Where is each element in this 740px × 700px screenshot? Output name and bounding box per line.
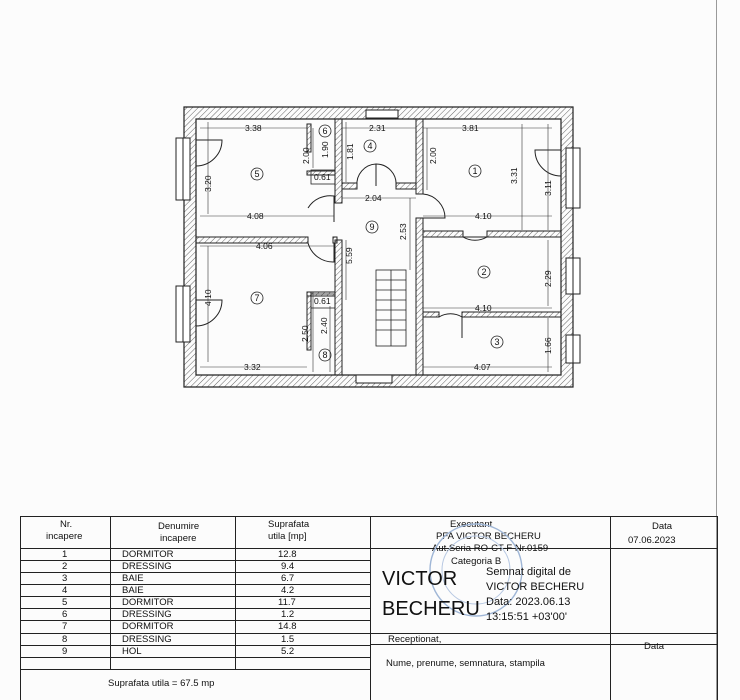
dim-label: 0.61: [314, 172, 331, 182]
dim-label: 2.29: [543, 270, 553, 287]
room-number: 3: [494, 337, 500, 347]
table-row-area: 9.4: [281, 561, 295, 572]
header-name: incapere: [160, 533, 197, 544]
table-row-nr: 5: [62, 597, 68, 608]
header-area: Suprafata: [268, 519, 310, 530]
room-number: 7: [254, 293, 260, 303]
row-divider: [20, 584, 370, 585]
table-row-nr: 3: [62, 573, 68, 584]
table-row-area: 11.7: [278, 597, 296, 608]
table-row-area: 14.8: [278, 621, 297, 632]
dim-label: 1.81: [345, 143, 355, 160]
header-name: Denumire: [158, 521, 200, 532]
dim-label: 4.10: [475, 211, 492, 221]
dim-label: 4.08: [247, 211, 264, 221]
table-row-nr: 1: [62, 549, 68, 560]
signature-name: VICTOR: [382, 568, 458, 590]
table-border: [20, 516, 21, 700]
table-row-name: DRESSING: [122, 609, 172, 620]
table-row-nr: 9: [62, 646, 68, 657]
dim-label: 5.59: [344, 247, 354, 264]
table-row-area: 1.2: [281, 609, 295, 620]
dim-label: 3.32: [244, 362, 261, 372]
dim-label: 4.10: [203, 289, 213, 306]
table-row-area: 6.7: [281, 573, 295, 584]
dim-label: 3.11: [543, 180, 553, 196]
executant-line: PFA VICTOR BECHERU: [436, 531, 541, 542]
dim-label: 1.90: [320, 141, 330, 158]
footer-text: Nume, prenume, semnatura, stampila: [386, 658, 545, 669]
row-divider: [20, 596, 370, 597]
table-row-name: BAIE: [122, 585, 144, 596]
row-divider: [20, 669, 370, 670]
header-nr: incapere: [46, 531, 83, 542]
exterior-walls: [184, 107, 573, 387]
row-divider: [20, 620, 370, 621]
interior-walls: [196, 119, 561, 375]
dim-label: 2.00: [428, 147, 438, 164]
closets: [311, 170, 335, 308]
table-row-area: 12.8: [278, 549, 297, 560]
room-number: 8: [322, 350, 328, 360]
date-value: 07.06.2023: [628, 535, 676, 546]
dimension-labels: [203, 123, 553, 372]
windows: [176, 110, 580, 383]
staircase: [376, 270, 406, 346]
dim-label: 4.07: [474, 362, 491, 372]
dim-label: 3.81: [462, 123, 479, 133]
room-number: 5: [254, 169, 260, 179]
row-divider: [20, 560, 370, 561]
dim-label: 3.20: [203, 175, 213, 192]
signature-text: VICTOR BECHERU: [486, 581, 585, 593]
dim-label: 2.50: [300, 325, 310, 342]
col-divider: [235, 516, 236, 669]
room-number: 4: [367, 141, 373, 151]
table-row-name: DRESSING: [122, 634, 172, 645]
dim-label: 4.10: [475, 303, 492, 313]
row-divider: [20, 608, 370, 609]
col-divider: [370, 516, 371, 700]
dim-label: 2.04: [365, 193, 382, 203]
room-number: 2: [481, 267, 487, 277]
row-divider: [20, 645, 370, 646]
executant-label: Executant: [450, 519, 493, 530]
table-row-nr: 2: [62, 561, 68, 572]
dim-label: 2.40: [319, 317, 329, 334]
table-row-nr: 6: [62, 609, 68, 620]
table-row-name: HOL: [122, 646, 142, 657]
dim-label: 3.31: [509, 167, 519, 184]
dim-label: 2.31: [369, 123, 386, 133]
dim-label: 2.53: [398, 223, 408, 240]
table-row-name: DRESSING: [122, 561, 172, 572]
dim-label: 4.06: [256, 241, 273, 251]
room-number: 9: [369, 222, 375, 232]
dim-label: 3.38: [245, 123, 262, 133]
col-divider: [610, 516, 611, 700]
executant-line: Aut.Seria RO-CT-F Nr.0159: [432, 543, 549, 554]
row-divider: [20, 633, 370, 634]
header-nr: Nr.: [60, 519, 73, 530]
signature-text: Semnat digital de: [486, 566, 571, 578]
dim-label: 0.61: [314, 296, 331, 306]
table-row-area: 4.2: [281, 585, 295, 596]
table-row-name: BAIE: [122, 573, 144, 584]
header-area: utila [mp]: [268, 531, 307, 542]
table-row-nr: 8: [62, 634, 68, 645]
dim-label: 1.66: [543, 337, 553, 354]
col-divider: [110, 516, 111, 669]
table-row-nr: 7: [62, 621, 68, 632]
table-row-name: DORMITOR: [122, 621, 174, 632]
table-border: [20, 516, 718, 517]
table-row-area: 1.5: [281, 634, 295, 645]
signature-name: BECHERU: [382, 598, 480, 620]
table-row-name: DORMITOR: [122, 597, 174, 608]
row-divider: [20, 657, 370, 658]
signature-text: 13:15:51 +03'00': [486, 611, 567, 623]
table-row-name: DORMITOR: [122, 549, 174, 560]
table-row-area: 5.2: [281, 646, 295, 657]
executant-line: Categoria B: [451, 556, 502, 567]
room-number: 1: [472, 166, 478, 176]
table-border: [717, 516, 718, 700]
room-table: [20, 516, 718, 700]
date-label: Data: [652, 521, 673, 532]
room-number: 6: [322, 126, 328, 136]
dim-label: 2.00: [301, 147, 311, 164]
row-divider: [20, 572, 370, 573]
date-label-2: Data: [644, 641, 665, 652]
total-area: Suprafata utila = 67.5 mp: [108, 678, 215, 689]
signature-text: Data: 2023.06.13: [486, 596, 571, 608]
table-row-nr: 4: [62, 585, 68, 596]
receptionat-label: Receptionat,: [388, 634, 442, 645]
